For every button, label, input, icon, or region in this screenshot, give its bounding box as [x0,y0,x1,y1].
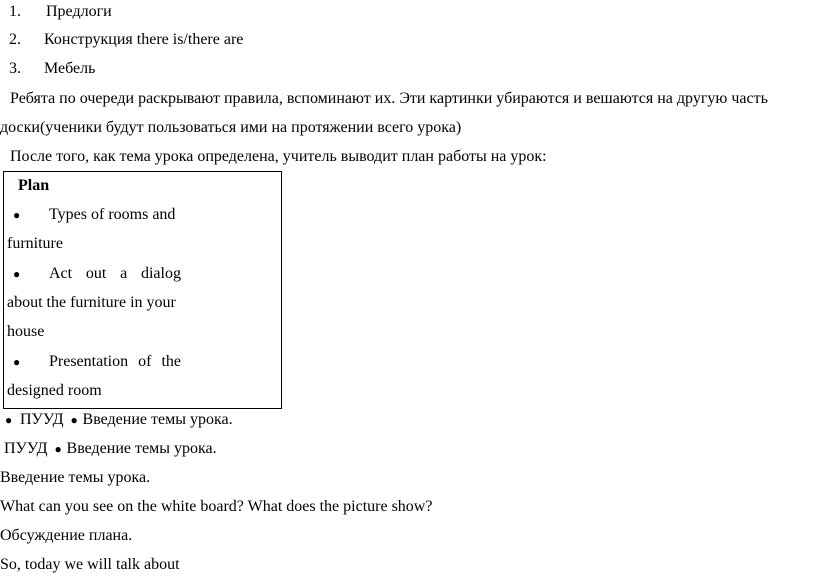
plan-item-2-cont-2: house [7,323,45,340]
bullet-icon: ● [70,413,78,427]
plan-item-3-cont: designed room [7,382,102,399]
list-text: Конструкция there is/there are [44,31,244,48]
paragraph-1-line-2: доски(ученики будут пользоваться ими на протяжении всего урока) [0,119,462,136]
plan-item-1-cont: furniture [7,235,63,252]
list-number: 1. [9,3,21,20]
puud-line-2: ПУУД ● Введение темы урока. [4,440,217,457]
text-line-4: What can you see on the white board? What does the picture show? [0,498,433,515]
bullet-icon: ● [13,208,21,222]
plan-item-3 [13,352,49,372]
list-item [9,30,243,50]
text-line-5: Обсуждение плана. [0,527,133,544]
plan-item-2-words: Act out a dialog [49,265,181,282]
list-number: 3. [9,60,21,77]
bullet-icon: ● [13,355,21,369]
list-text: Мебель [44,60,96,77]
list-text: Предлоги [46,3,112,20]
paragraph-2: После того, как тема урока определена, учитель выводит план работы на урок: [10,148,547,165]
plan-item-1: ● Types of rooms and [13,206,176,223]
list-number: 2. [9,31,21,48]
paragraph-1-line-1: Ребята по очереди раскрывают правила, вспоминают их. Эти картинки убираются и вешаются на другую часть [10,90,768,107]
plan-item-3-words: Presentation of the [49,353,181,370]
list-item [9,2,112,22]
bullet-icon: ● [54,442,62,456]
plan-title: Plan [18,177,50,194]
bullet-icon: ● [5,413,13,427]
text-line-6: So, today we will talk about [0,556,180,573]
list-item [9,59,95,79]
plan-item-2 [13,264,49,284]
puud-line-1: ● ПУУД ● Введение темы урока. [5,411,233,428]
text-line-3: Введение темы урока. [0,469,151,486]
plan-item-2-cont: about the furniture in your [7,294,176,311]
bullet-icon: ● [13,267,21,281]
